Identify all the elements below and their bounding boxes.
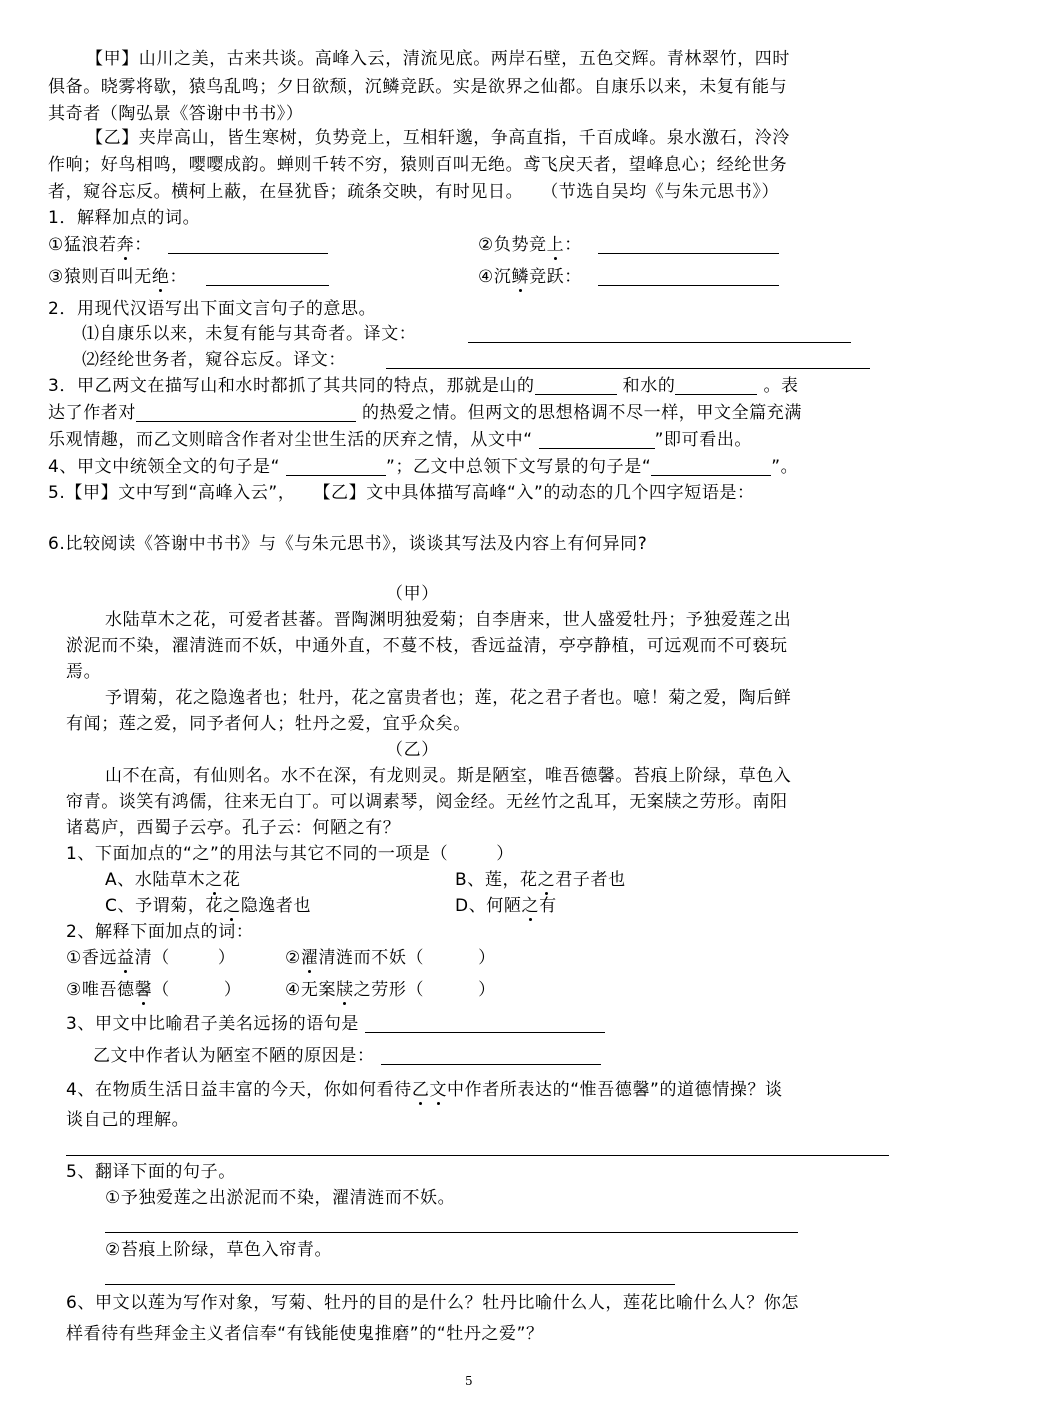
q6-text: 6.比较阅读《答谢中书书》与《与朱元思书》，谈谈其写法及内容上有何异同? <box>48 534 648 554</box>
q1-answer-blank-4[interactable] <box>598 267 779 286</box>
q3-blank-water[interactable] <box>675 376 757 395</box>
p2q1-option-d[interactable]: D、何陋之有 <box>455 896 557 916</box>
q2-sentence-1: ⑴自康乐以来，未复有能与其奇者。译文： <box>82 324 417 344</box>
p2q6-line1: 6、甲文以莲为写作对象，写菊、牡丹的目的是什么？牡丹比喻什么人，莲花比喻什么人？你怎 <box>66 1293 800 1313</box>
passage2-yi-line2: 帘青。谈笑有鸿儒，往来无白丁。可以调素琴，阅金经。无丝竹之乱耳，无案牍之劳形。南阳 <box>66 792 788 812</box>
passage2-jia-line2: 淤泥而不染，濯清涟而不妖，中通外直，不蔓不枝，香远益清，亭亭静植，可远观而不可亵玩 <box>66 636 788 656</box>
emphasis-dot-char: 之 <box>521 896 540 916</box>
p2q5-answer-line-1[interactable] <box>105 1232 798 1233</box>
p2q4-line1: 4、在物质生活日益丰富的今天，你如何看待乙文中作者所表达的“惟吾德馨”的道德情操？谈 <box>66 1080 783 1100</box>
p2q5-answer-line-2[interactable] <box>105 1284 675 1285</box>
p2q2-item-1: ①香远益清（ ） <box>66 948 236 968</box>
passage1-jia-line3: 其奇者（陶弘景《答谢中书书》） <box>48 104 304 124</box>
p2q3-line1: 3、甲文中比喻君子美名远扬的语句是 <box>66 1012 605 1036</box>
emphasis-dot-char: 牍 <box>336 980 354 1000</box>
p2q1-title: 1、下面加点的“之”的用法与其它不同的一项是（ ） <box>66 844 514 864</box>
q2-answer-blank-2[interactable] <box>386 350 870 369</box>
p2q5-sentence-1: ①予独爱莲之出淤泥而不染，濯清涟而不妖。 <box>105 1188 456 1208</box>
passage2-yi-title: （乙） <box>386 740 439 760</box>
emphasis-dot-char: 鳞 <box>511 267 530 287</box>
emphasis-dot-char: 之 <box>537 870 556 890</box>
p2q3-blank-1[interactable] <box>365 1014 605 1033</box>
q5-text: 5.【甲】文中写到“高峰入云”， 【乙】文中具体描写高峰“入”的动态的几个四字短语是： <box>48 483 755 503</box>
q4-blank-yi[interactable] <box>651 457 771 476</box>
passage1-yi-line1: 【乙】夹岸高山，皆生寒树，负势竞上，互相轩邈，争高直指，千百成峰。泉水激石，泠泠 <box>86 128 790 148</box>
passage2-yi-line3: 诸葛庐，西蜀子云亭。孔子云：何陋之有？ <box>66 818 401 838</box>
q1-item-1: ①猛浪若奔： <box>48 235 152 255</box>
emphasis-dot-char: 益 <box>117 948 135 968</box>
p2q1-option-c[interactable]: C、予谓菊，花之隐逸者也 <box>105 896 312 916</box>
emphasis-dot-char: 之 <box>205 870 223 890</box>
q2-sentence-2: ⑵经纶世务者，窥谷忘反。译文： <box>82 350 346 370</box>
q3-blank-mountain[interactable] <box>535 376 617 395</box>
passage1-jia-line2: 俱备。晓雾将歇，猿鸟乱鸣；夕日欲颓，沉鳞竞跃。实是欲界之仙都。自康乐以来，未复有能与 <box>48 77 788 97</box>
passage1-jia-line1: 【甲】山川之美，古来共谈。高峰入云，清流见底。两岸石壁，五色交辉。青林翠竹，四时 <box>86 49 790 69</box>
p2q2-item-4: ④无案牍之劳形（ ） <box>285 980 496 1000</box>
q1-item-4: ④沉鳞竞跃： <box>478 267 582 287</box>
emphasis-dot-char: 濯 <box>300 948 319 968</box>
emphasis-dot-char: 之 <box>223 896 241 916</box>
q1-answer-blank-3[interactable] <box>206 267 329 286</box>
passage2-jia-line1: 水陆草木之花，可爱者甚蕃。晋陶渊明独爱菊；自李唐来，世人盛爱牡丹；予独爱莲之出 <box>105 610 792 630</box>
p2q3-blank-2[interactable] <box>381 1046 601 1065</box>
q3-blank-quote[interactable] <box>539 430 655 449</box>
p2q4-line2: 谈自己的理解。 <box>66 1110 190 1130</box>
emphasis-dot-char: 乙 <box>411 1080 430 1100</box>
q1-item-2: ②负势竞上： <box>478 235 582 255</box>
passage2-jia-title: （甲） <box>386 584 439 604</box>
q1-answer-blank-2[interactable] <box>598 235 779 254</box>
passage2-jia-line3: 焉。 <box>66 662 102 682</box>
q3-blank-love[interactable] <box>136 403 356 422</box>
page-number: 5 <box>465 1374 473 1388</box>
p2q2-item-2: ②濯清涟而不妖（ ） <box>285 948 496 968</box>
emphasis-dot-char: 馨 <box>134 980 153 1000</box>
p2q2-item-3: ③唯吾德馨（ ） <box>66 980 242 1000</box>
q1-answer-blank-1[interactable] <box>168 235 328 254</box>
p2q6-line2: 样看待有些拜金主义者信奉“有钱能使鬼推磨”的“牡丹之爱”？ <box>66 1324 544 1344</box>
passage2-jia-line4: 予谓菊，花之隐逸者也；牡丹，花之富贵者也；莲，花之君子者也。噫！菊之爱，陶后鲜 <box>105 688 792 708</box>
q1-item-3: ③猿则百叫无绝： <box>48 267 188 287</box>
emphasis-dot-char: 上 <box>546 235 565 255</box>
passage1-yi-line3: 者，窥谷忘反。横柯上蔽，在昼犹昏；疏条交映，有时见日。 （节选自吴均《与朱元思书》） <box>48 182 780 202</box>
q4-blank-jia[interactable] <box>286 457 386 476</box>
p2q4-answer-line[interactable] <box>66 1155 889 1156</box>
p2q1-option-a[interactable]: A、水陆草木之花 <box>105 870 241 890</box>
p2q2-title: 2、解释下面加点的词： <box>66 922 254 942</box>
q4-line: 4、甲文中统领全文的句子是“ ”；乙文中总领下文写景的句子是“ ”。 <box>48 457 799 477</box>
emphasis-dot-char: 奔 <box>116 235 135 255</box>
p2q1-option-b[interactable]: B、莲，花之君子者也 <box>455 870 626 890</box>
q3-line3: 乐观情趣，而乙文则暗含作者对尘世生活的厌弃之情，从文中“ ”即可看出。 <box>48 430 753 450</box>
q3-line1: 3．甲乙两文在描写山和水时都抓了其共同的特点，那就是山的 和水的 。表 <box>48 376 799 396</box>
q1-title: 1．解释加点的词。 <box>48 208 201 228</box>
q2-title: 2．用现代汉语写出下面文言句子的意思。 <box>48 299 377 319</box>
p2q5-title: 5、翻译下面的句子。 <box>66 1162 236 1182</box>
passage2-yi-line1: 山不在高，有仙则名。水不在深，有龙则灵。斯是陋室，唯吾德馨。苔痕上阶绿，草色入 <box>105 766 792 786</box>
q2-answer-blank-1[interactable] <box>468 324 851 343</box>
p2q3-line2: 乙文中作者认为陋室不陋的原因是： <box>93 1044 601 1068</box>
emphasis-dot-char: 绝 <box>151 267 170 287</box>
q3-line2: 达了作者对 的热爱之情。但两文的思想格调不尽一样，甲文全篇充满 <box>48 403 803 423</box>
emphasis-dot-char: 文 <box>429 1080 448 1100</box>
p2q5-sentence-2: ②苔痕上阶绿，草色入帘青。 <box>105 1240 333 1260</box>
passage2-jia-line5: 有闻；莲之爱，同予者何人；牡丹之爱，宜乎众矣。 <box>66 714 471 734</box>
passage1-yi-line2: 作响；好鸟相鸣，嘤嘤成韵。蝉则千转不穷，猿则百叫无绝。鸢飞戾天者，望峰息心；经纶世务 <box>48 155 788 175</box>
